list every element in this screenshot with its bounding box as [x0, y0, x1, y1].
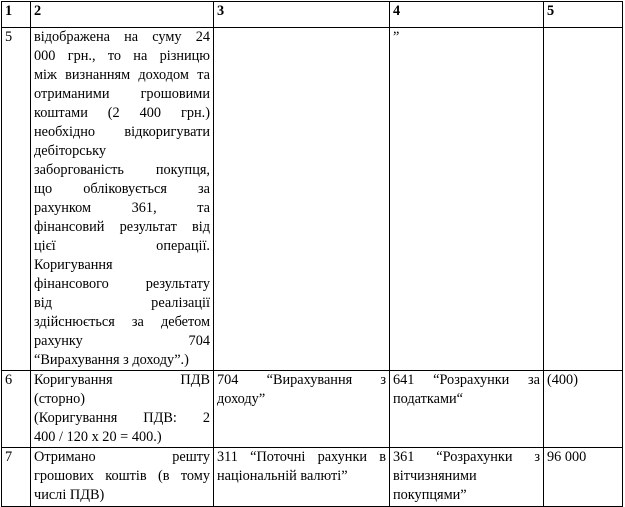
row-number: 6: [2, 371, 31, 448]
text-line: відображена на суму 24: [34, 29, 210, 45]
text-line: 704 “Вирахування з: [217, 372, 386, 388]
text-line: 000 грн., то на різницю: [34, 48, 210, 64]
table-row: [2, 448, 623, 507]
amount: 96 000: [544, 448, 623, 507]
text-line: 361 “Розрахунки з: [393, 449, 540, 465]
header-cell-3: 3: [214, 2, 390, 28]
row-number: 5: [2, 28, 31, 371]
text-line: отриманими грошовими: [34, 86, 210, 102]
header-cell-2: 2: [31, 2, 214, 28]
text-line: від реалізації: [34, 295, 210, 311]
operation-description: [31, 371, 214, 448]
text-line: що обліковується за: [34, 181, 210, 197]
table-row: [2, 28, 623, 371]
text-line: Коригування: [34, 257, 113, 273]
text-line: фінансового результату: [34, 276, 210, 292]
operation-description: [31, 28, 214, 371]
text-line: коштами (2 400 грн.): [34, 105, 210, 121]
text-line: необхідно відкоригувати: [34, 124, 210, 140]
text-line: Коригування ПДВ: [34, 372, 210, 388]
operation-description: [31, 448, 214, 507]
text-line: національній валюті”: [217, 468, 348, 484]
text-line: між визнанням доходом та: [34, 67, 210, 83]
debit-account: [214, 448, 390, 507]
amount: [544, 28, 623, 371]
text-line: здійснюється за дебетом: [34, 314, 210, 330]
credit-account: ”: [390, 28, 544, 371]
header-row: [2, 2, 623, 28]
text-line: 641 “Розрахунки за: [393, 372, 540, 388]
amount: (400): [544, 371, 623, 448]
text-line: дебіторську: [34, 143, 106, 159]
row-number: 7: [2, 448, 31, 507]
text-line: 311 “Поточні рахунки в: [217, 449, 386, 465]
text-line: вітчизняними: [393, 468, 477, 484]
text-line: (Коригування ПДВ: 2: [34, 410, 210, 426]
text-line: рахунком 361, та: [34, 200, 210, 216]
credit-account: [390, 371, 544, 448]
text-line: Отримано решту: [34, 449, 210, 465]
ledger-table: [1, 1, 623, 507]
text-line: 400 / 120 х 20 = 400.): [34, 429, 162, 445]
text-line: (сторно): [34, 391, 86, 407]
header-cell-1: 1: [2, 2, 31, 28]
text-line: доходу”: [217, 391, 266, 407]
text-line: покупцями”: [393, 487, 467, 503]
text-line: податками“: [393, 391, 464, 407]
table-row: [2, 371, 623, 448]
text-line: “Вирахування з доходу”.): [34, 352, 189, 368]
header-cell-5: 5: [544, 2, 623, 28]
header-cell-4: 4: [390, 2, 544, 28]
text-line: заборгованість покупця,: [34, 162, 210, 178]
text-line: числі ПДВ): [34, 487, 105, 503]
debit-account: [214, 28, 390, 371]
text-line: грошових коштів (в тому: [34, 468, 210, 484]
text-line: рахунку 704: [34, 333, 210, 349]
debit-account: [214, 371, 390, 448]
credit-account: [390, 448, 544, 507]
text-line: фінансовий результат від: [34, 219, 210, 235]
text-line: цієї операції.: [34, 238, 210, 254]
